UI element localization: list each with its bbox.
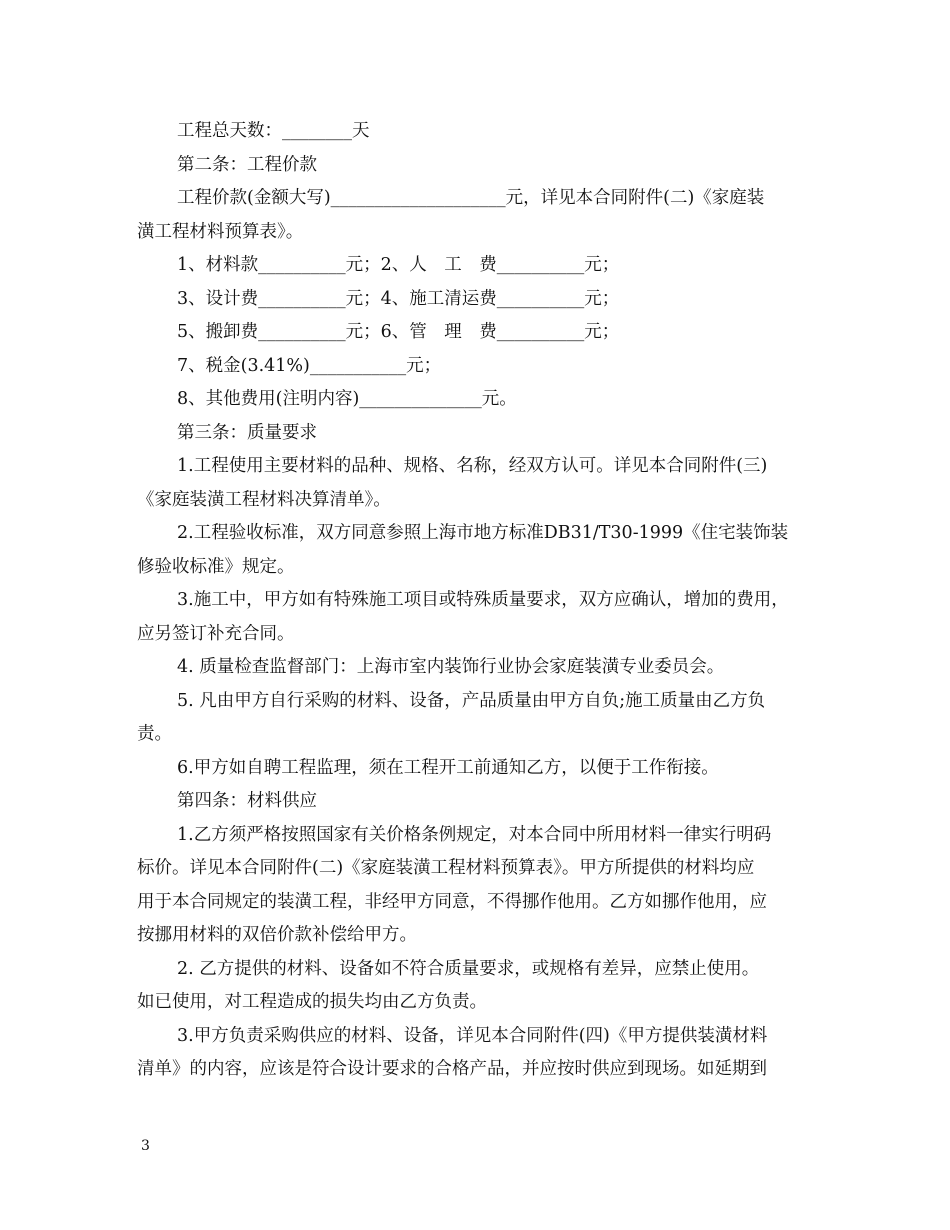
text-line: 3.施工中，甲方如有特殊施工项目或特殊质量要求，双方应确认，增加的费用， bbox=[177, 590, 789, 610]
text-line: 2.工程验收标准，双方同意参照上海市地方标准DB31/T30-1999《住宅装饰装 bbox=[177, 523, 789, 543]
text-line: 7、税金(3.41%)___________元； bbox=[177, 355, 442, 376]
text-line: 修验收标准》规定。 bbox=[137, 556, 295, 577]
text-line: 应另签订补充合同。 bbox=[137, 623, 295, 644]
text-line: 标价。详见本合同附件(二)《家庭装潢工程材料预算表》。甲方所提供的材料均应 bbox=[137, 858, 755, 878]
text-line: 如已使用，对工程造成的损失均由乙方负责。 bbox=[137, 992, 487, 1012]
text-line: 5、搬卸费__________元；6、管 理 费__________元； bbox=[177, 322, 620, 342]
page-number: 3 bbox=[141, 1138, 150, 1154]
text-line: 4. 质量检查监督部门：上海市室内装饰行业协会家庭装潢专业委员会。 bbox=[177, 657, 725, 677]
text-line: 第二条：工程价款 bbox=[177, 154, 317, 175]
text-line: 2. 乙方提供的材料、设备如不符合质量要求，或规格有差异，应禁止使用。 bbox=[177, 958, 760, 979]
text-line: 用于本合同规定的装潢工程，非经甲方同意，不得挪作他用。乙方如挪作他用，应 bbox=[137, 891, 767, 912]
document-body bbox=[137, 115, 817, 1087]
text-line: 5. 凡由甲方自行采购的材料、设备，产品质量由甲方自负;施工质量由乙方负 bbox=[177, 690, 766, 711]
text-line: 8、其他费用(注明内容)______________元。 bbox=[177, 389, 517, 409]
text-line: 第三条：质量要求 bbox=[177, 422, 317, 443]
text-line: 清单》的内容，应该是符合设计要求的合格产品，并应按时供应到现场。如延期到 bbox=[137, 1059, 767, 1079]
text-line: 3、设计费__________元；4、施工清运费__________元； bbox=[177, 288, 620, 309]
text-line: 工程总天数：________天 bbox=[177, 121, 370, 141]
text-line: 1、材料款__________元；2、人 工 费__________元； bbox=[177, 255, 620, 275]
text-line: 工程价款(金额大写)____________________元，详见本合同附件(二)《家庭装 bbox=[177, 188, 765, 208]
text-line: 第四条：材料供应 bbox=[177, 791, 317, 811]
text-line: 6.甲方如自聘工程监理，须在工程开工前通知乙方，以便于工作衔接。 bbox=[177, 757, 719, 778]
text-line: 按挪用材料的双倍价款补偿给甲方。 bbox=[137, 925, 417, 945]
text-line: 《家庭装潢工程材料决算清单》。 bbox=[137, 489, 391, 510]
text-line: 1.乙方须严格按照国家有关价格条例规定，对本合同中所用材料一律实行明码 bbox=[177, 824, 772, 845]
text-line: 责。 bbox=[137, 724, 172, 744]
text-line: 潢工程材料预算表》。 bbox=[137, 221, 304, 242]
text-line: 3.甲方负责采购供应的材料、设备，详见本合同附件(四)《甲方提供装潢材料 bbox=[177, 1025, 768, 1046]
text-line: 1.工程使用主要材料的品种、规格、名称，经双方认可。详见本合同附件(三) bbox=[177, 456, 768, 476]
